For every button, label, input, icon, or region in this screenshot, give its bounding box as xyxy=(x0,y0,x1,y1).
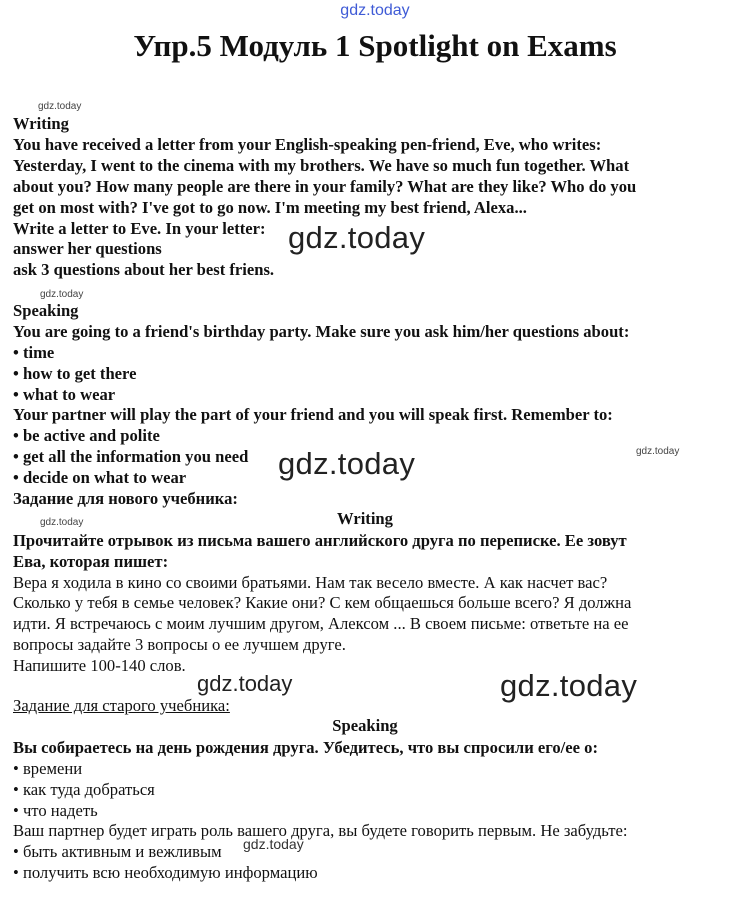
speaking-line: • what to wear xyxy=(13,385,116,404)
speaking-line: • time xyxy=(13,343,55,362)
watermark-large: gdz.today xyxy=(278,446,416,481)
old-book-label: Задание для старого учебника: xyxy=(13,696,230,715)
new-book-line: Напишите 100-140 слов. xyxy=(13,656,186,675)
new-book-line: Сколько у тебя в семье человек? Какие они? С кем общаешься больше всего? Я должна xyxy=(13,593,632,612)
old-book-line: • быть активным и вежливым xyxy=(13,842,222,861)
old-book-line: • времени xyxy=(13,759,83,778)
speaking-line: • be active and polite xyxy=(13,426,160,445)
speaking-line: You are going to a friend's birthday party. Make sure you ask him/her questions about: xyxy=(13,322,630,341)
new-book-bold-line: Прочитайте отрывок из письма вашего английского друга по переписке. Ее зовут xyxy=(13,531,627,550)
watermark-small: gdz.today xyxy=(243,836,304,852)
writing-line: get on most with? I've got to go now. I'm meeting my best friend, Alexa... xyxy=(13,198,527,217)
watermark-small: gdz.today xyxy=(40,517,84,528)
speaking-line: Your partner will play the part of your friend and you will speak first. Remember to: xyxy=(13,405,613,424)
old-book-heading: Speaking xyxy=(332,716,398,735)
watermark-small: gdz.today xyxy=(636,446,680,457)
page-title: Упр.5 Модуль 1 Spotlight on Exams xyxy=(133,28,617,63)
watermark-small: gdz.today xyxy=(38,101,82,112)
writing-line: ask 3 questions about her best friens. xyxy=(13,260,275,279)
header-watermark: gdz.today xyxy=(340,2,410,19)
old-book-bold-line: Вы собираетесь на день рождения друга. Убедитесь, что вы спросили его/ее о: xyxy=(13,738,598,757)
writing-line: Yesterday, I went to the cinema with my brothers. We have so much fun together. What xyxy=(13,156,630,175)
writing-line: Write a letter to Eve. In your letter: xyxy=(13,219,266,238)
writing-line: about you? How many people are there in your family? What are they like? Who do you xyxy=(13,177,637,196)
writing-line: answer her questions xyxy=(13,239,162,258)
new-book-line: идти. Я встречаюсь с моим лучшим другом, Алексом ... В своем письме: ответьте на ее xyxy=(13,614,629,633)
old-book-line: • что надеть xyxy=(13,801,98,820)
speaking-heading: Speaking xyxy=(13,301,79,320)
writing-line: You have received a letter from your English-speaking pen-friend, Eve, who writes: xyxy=(13,135,602,154)
old-book-line: Ваш партнер будет играть роль вашего друга, вы будете говорить первым. Не забудьте: xyxy=(13,821,628,840)
old-book-line: • как туда добраться xyxy=(13,780,155,799)
old-book-line: • получить всю необходимую информацию xyxy=(13,863,318,882)
watermark-large: gdz.today xyxy=(500,668,638,703)
writing-heading: Writing xyxy=(13,114,69,133)
watermark-medium: gdz.today xyxy=(197,671,293,696)
watermark-large: gdz.today xyxy=(288,220,426,255)
watermark-small: gdz.today xyxy=(40,289,84,300)
speaking-line: • decide on what to wear xyxy=(13,468,187,487)
new-book-line: Вера я ходила в кино со своими братьями. Нам так весело вместе. А как насчет вас? xyxy=(13,573,608,592)
new-book-label: Задание для нового учебника: xyxy=(13,489,238,508)
new-book-line: вопросы задайте 3 вопросы о ее лучшем друге. xyxy=(13,635,346,654)
new-book-bold-line: Ева, которая пишет: xyxy=(13,552,169,571)
speaking-line: • how to get there xyxy=(13,364,137,383)
speaking-line: • get all the information you need xyxy=(13,447,249,466)
new-book-heading: Writing xyxy=(337,509,393,528)
